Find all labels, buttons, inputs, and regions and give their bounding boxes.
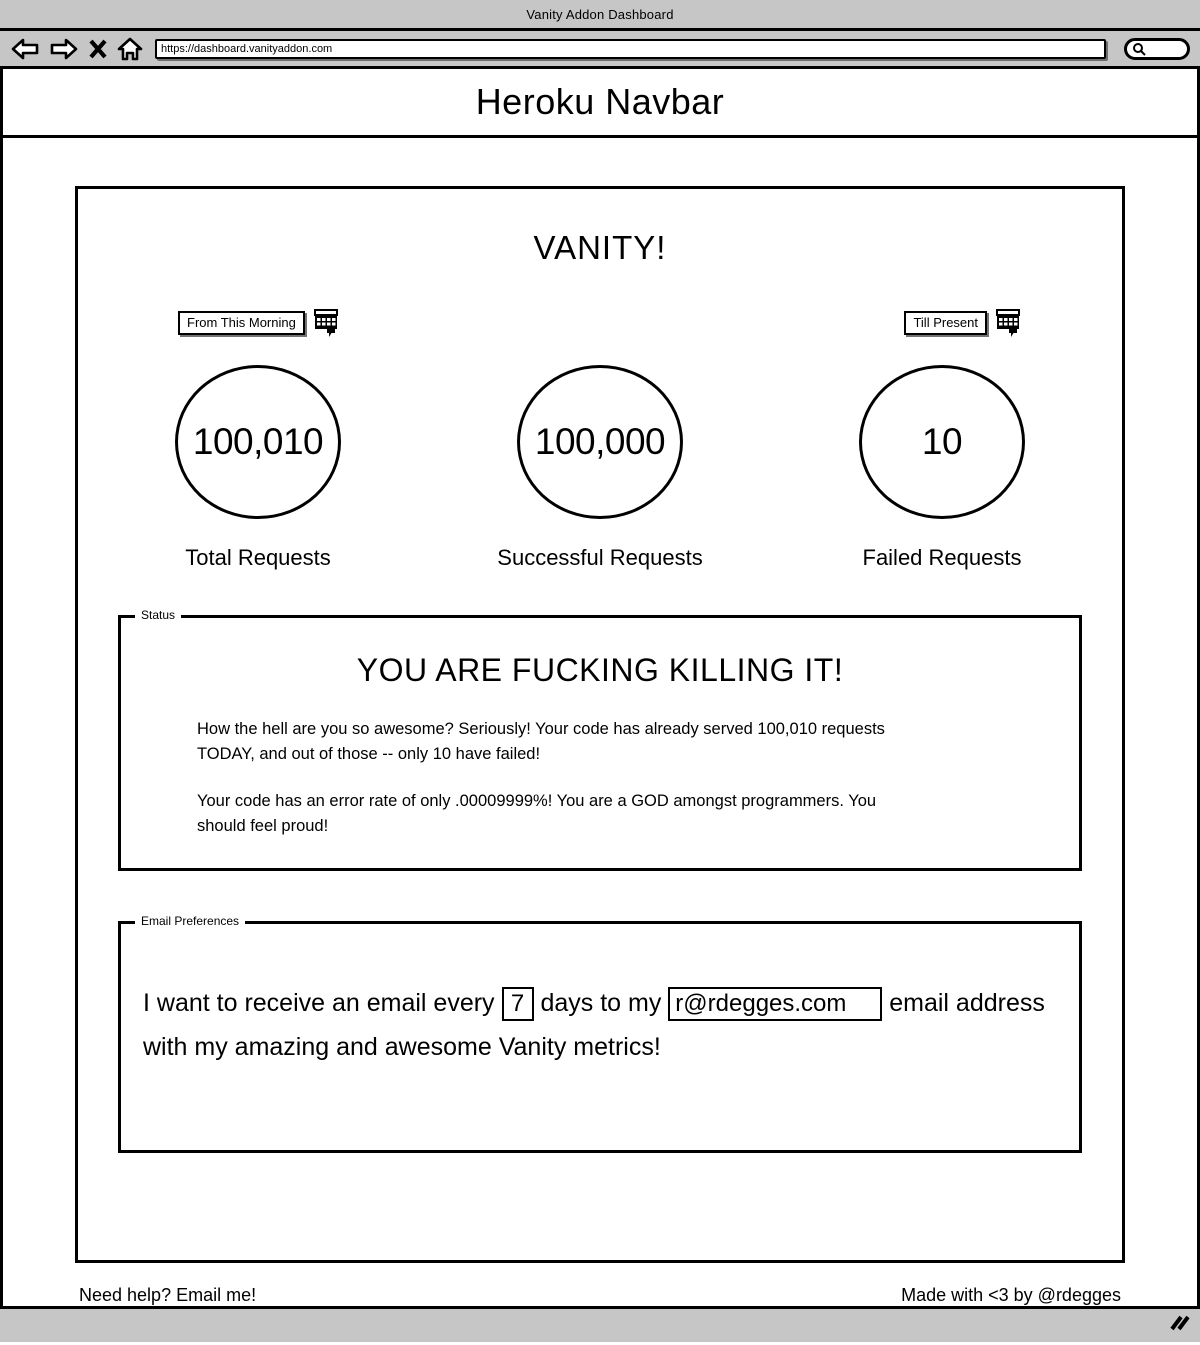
metric-failed-requests <box>842 365 1042 571</box>
page-footer <box>75 1263 1125 1306</box>
email-text-after-email: email address with my amazing and awesome Vanity metrics! <box>143 989 1045 1061</box>
metric-value: 10 <box>921 421 963 462</box>
metric-value: 100,010 <box>192 421 324 462</box>
metric-value: 100,000 <box>534 421 666 462</box>
till-date-value[interactable]: Till Present <box>904 311 987 335</box>
address-bar[interactable] <box>155 39 1106 59</box>
calendar-icon[interactable] <box>996 309 1022 337</box>
search-icon <box>1132 42 1146 56</box>
heroku-navbar-title: Heroku Navbar <box>475 81 725 122</box>
from-date-value[interactable]: From This Morning <box>178 311 305 335</box>
status-paragraph-1: How the hell are you so awesome? Seriously! Your code has already served 100,010 requests TODAY, and out of those -- only 10 have failed! <box>197 720 885 764</box>
from-date-picker[interactable] <box>178 309 340 337</box>
metric-total-requests <box>158 365 358 571</box>
search-box[interactable] <box>1124 38 1190 60</box>
email-preferences-legend: Email Preferences <box>135 915 245 927</box>
resize-grip-icon[interactable] <box>1168 1314 1190 1337</box>
dashboard-card <box>75 186 1125 1263</box>
date-range-controls <box>178 309 1022 337</box>
email-preferences-sentence <box>143 982 1053 1070</box>
page-viewport <box>0 69 1200 1306</box>
email-preferences-panel <box>118 914 1082 1153</box>
email-text-after-days: days to my <box>540 989 662 1017</box>
address-bar-value: https://dashboard.vanityaddon.com <box>161 42 333 55</box>
email-frequency-days-input[interactable] <box>502 987 534 1021</box>
footer-credit: Made with <3 by @rdegges <box>901 1285 1121 1305</box>
metric-circle <box>859 365 1025 519</box>
back-icon[interactable] <box>10 37 40 61</box>
status-headline: YOU ARE FUCKING KILLING IT! <box>356 652 844 688</box>
browser-toolbar <box>0 31 1200 69</box>
home-icon[interactable] <box>117 36 143 62</box>
heroku-navbar <box>3 69 1197 138</box>
forward-icon[interactable] <box>49 37 79 61</box>
close-icon[interactable] <box>88 37 108 61</box>
status-panel-legend: Status <box>135 609 181 621</box>
metric-successful-requests <box>497 365 703 571</box>
metrics-row <box>158 365 1042 571</box>
footer-email-link[interactable]: Email me! <box>176 1285 257 1305</box>
browser-nav-buttons <box>8 36 143 62</box>
email-text-before-days: I want to receive an email every <box>143 989 495 1017</box>
metric-label: Successful Requests <box>497 545 703 570</box>
page-body <box>3 138 1197 1306</box>
status-panel <box>118 608 1082 871</box>
metric-label: Total Requests <box>185 545 331 570</box>
email-address-input[interactable] <box>668 987 882 1021</box>
metric-circle <box>175 365 341 519</box>
metric-circle <box>517 365 683 519</box>
footer-help-text: Need help? <box>79 1285 172 1305</box>
browser-titlebar <box>0 0 1200 31</box>
metric-label: Failed Requests <box>862 545 1022 570</box>
footer-help <box>79 1285 256 1306</box>
browser-statusbar <box>0 1306 1200 1342</box>
till-date-picker[interactable] <box>904 309 1022 337</box>
calendar-icon[interactable] <box>314 309 340 337</box>
window-title: Vanity Addon Dashboard <box>526 6 674 22</box>
page-title: VANITY! <box>533 229 667 266</box>
status-paragraph-2: Your code has an error rate of only .00009999%! You are a GOD amongst programmers. You should feel proud! <box>197 792 877 836</box>
